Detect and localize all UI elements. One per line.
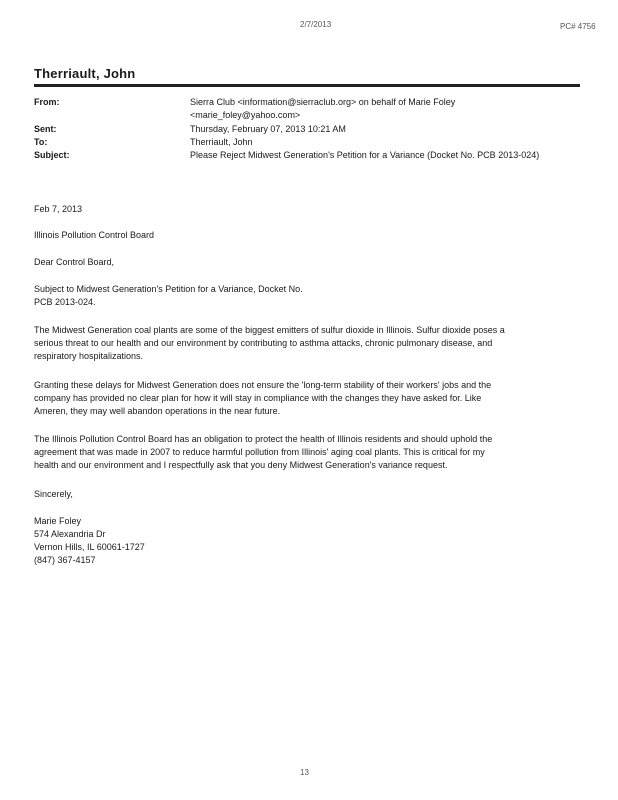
paragraph-delays (34, 379, 582, 418)
public-comment-number: PC# 4756 (560, 22, 596, 31)
letter-recipient: Illinois Pollution Control Board (34, 230, 155, 240)
text-line: respiratory hospitalizations. (34, 351, 144, 361)
text-line: The Midwest Generation coal plants are some of the biggest emitters of sulfur dioxide in Illinois. Sulfur dioxide poses a (34, 325, 505, 335)
paragraph-obligation (34, 433, 582, 472)
sent-value: Thursday, February 07, 2013 10:21 AM (190, 124, 346, 134)
text-line: serious threat to our health and our environment by contributing to asthma attacks, chronic pulmonary disease, and (34, 338, 493, 348)
signer-street: 574 Alexandria Dr (34, 529, 106, 539)
text-line: Ameren, they may well abandon operations in the near future. (34, 406, 281, 416)
text-line: The Illinois Pollution Control Board has an obligation to protect the health of Illinois residents and should uphold the (34, 434, 493, 444)
subject-value: Please Reject Midwest Generation's Petition for a Variance (Docket No. PCB 2013-024) (190, 150, 540, 160)
to-value: Therriault, John (190, 137, 253, 147)
signer-city: Vernon Hills, IL 60061-1727 (34, 542, 145, 552)
subject-label: Subject: (34, 150, 70, 160)
letter-closing: Sincerely, (34, 489, 73, 499)
from-value: Sierra Club <information@sierraclub.org> on behalf of Marie Foley (190, 97, 456, 107)
sent-label: Sent: (34, 124, 57, 134)
print-date: 2/7/2013 (300, 20, 332, 29)
letter-date: Feb 7, 2013 (34, 204, 83, 214)
paragraph-sulfur-dioxide (34, 324, 582, 363)
signature-block (34, 515, 582, 567)
text-line: company has provided no clear plan for how it will stay in compliance with the changes they have asked for. Like (34, 393, 482, 403)
signer-phone: (847) 367-4157 (34, 555, 96, 565)
recipient-name-heading: Therriault, John (34, 66, 136, 81)
letter-salutation: Dear Control Board, (34, 257, 115, 267)
from-label: From: (34, 97, 60, 107)
header-divider (34, 84, 580, 87)
text-line: Subject to Midwest Generation's Petition for a Variance, Docket No. (34, 284, 303, 294)
letter-subject-paragraph (34, 283, 582, 309)
text-line: health and our environment and I respectfully ask that you deny Midwest Generation's variance request. (34, 460, 448, 470)
page-number: 13 (300, 768, 309, 777)
signer-name: Marie Foley (34, 516, 82, 526)
to-label: To: (34, 137, 48, 147)
text-line: Granting these delays for Midwest Generation does not ensure the 'long-term stability of their workers' jobs and the (34, 380, 492, 390)
from-email: <marie_foley@yahoo.com> (190, 110, 301, 120)
text-line: PCB 2013-024. (34, 297, 96, 307)
text-line: agreement that was made in 2007 to reduce harmful pollution from Illinois' aging coal plants. This is critical for my (34, 447, 485, 457)
